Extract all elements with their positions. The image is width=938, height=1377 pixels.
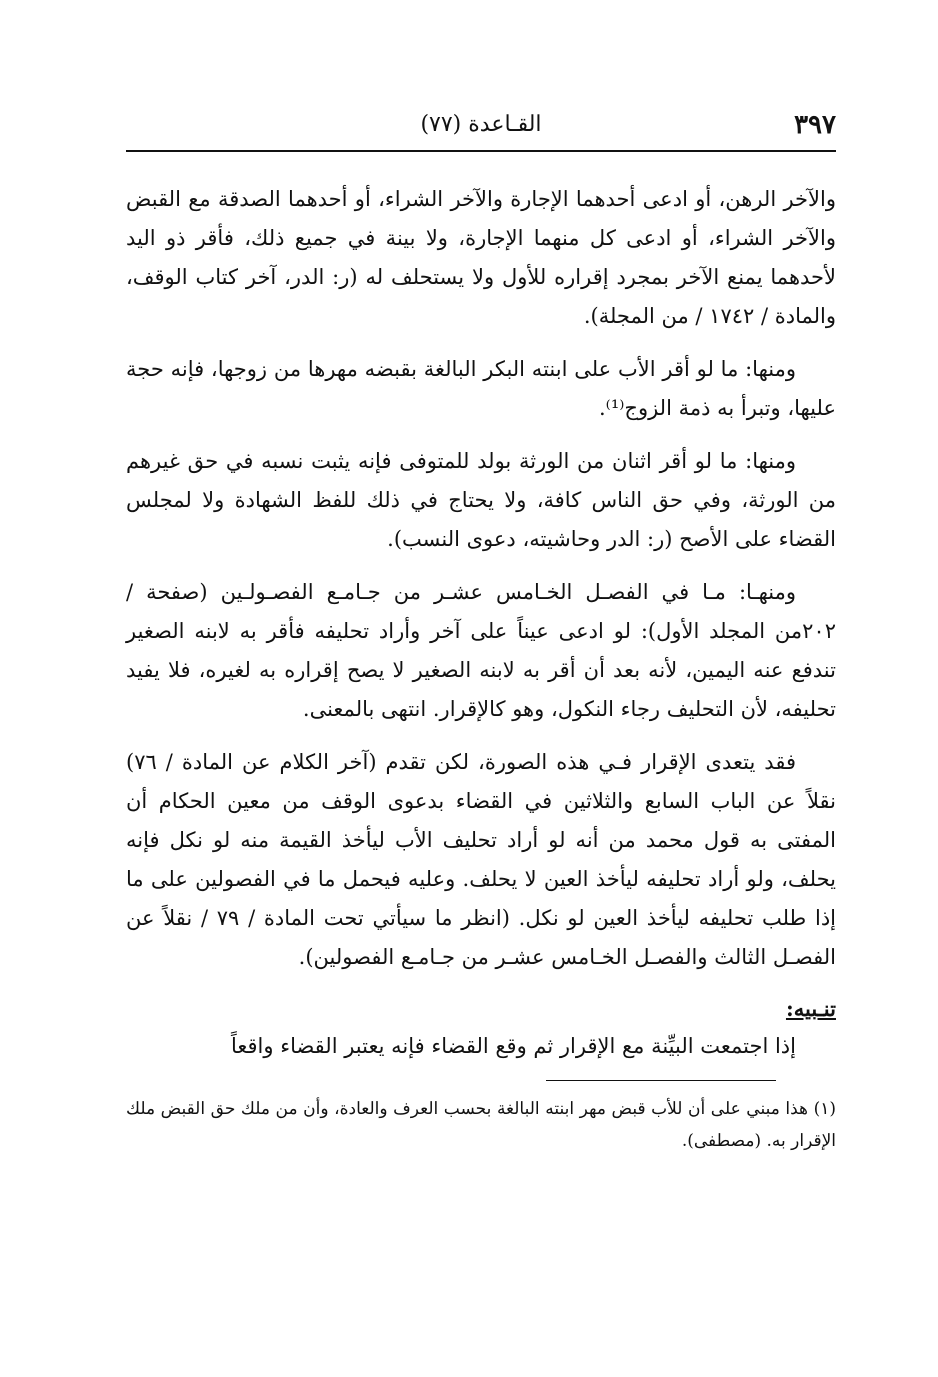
paragraph: ومنها: ما لو أقر الأب على ابنته البكر البالغة بقبضه مهرها من زوجها، فإنه حجة عليها، وتبرأ به ذمة الزوج⁽¹⁾. xyxy=(126,357,836,420)
paragraph: فقد يتعدى الإقرار فـي هذه الصورة، لكن تقدم (آخر الكلام عن المادة / ٧٦) نقلاً عن الباب السابع والثلاثين في القضاء بدعوى الوقف من معين الحكام أن المفتى به قول محمد من أنه لو أراد تحليف الأب ليأخذ القيمة منه لو نكل فإنه يحلف، ولو أراد تحليفه ليأخذ العين لا يحلف. وعليه فيحمل ما في الفصولين على ما إذا طلب تحليفه ليأخذ العين لو نكل. (انظر ما سيأتي تحت المادة / ٧٩ / نقلاً عن الفصـل الثالث والفصـل الخـامس عشـر من جـامـع الفصولين). xyxy=(126,750,837,969)
footnote: (١) هذا مبني على أن للأب قبض مهر ابنته البالغة بحسب العرف والعادة، وأن من ملك حق القبض ملك الإقرار به. (مصطفى). xyxy=(126,1099,836,1151)
note-heading: تنـبيه: xyxy=(785,996,836,1021)
note-text: إذا اجتمعت البيِّنة مع الإقرار ثم وقع القضاء فإنه يعتبر القضاء واقعاً xyxy=(230,1034,796,1058)
paragraph: ومنهـا: مـا في الفصـل الخـامس عشـر من جـامـع الفصـولـين (صفحة / ٢٠٢من المجلد الأول): لو ادعى عيناً على آخر وأراد تحليفه فأقر به لابنه الصغير تندفع عنه اليمين، لأنه بعد أن أقر به لابنه الصغير لا يصح إقراره به لغيره، فلا يفيد تحليفه، لأن التحليف رجاء النكول، وهو كالإقرار. انتهى بالمعنى. xyxy=(126,580,836,721)
footnote-divider xyxy=(546,1080,776,1081)
main-text xyxy=(126,180,836,977)
book-page xyxy=(126,100,836,1157)
page-header xyxy=(126,100,836,152)
running-title: القـاعدة (٧٧) xyxy=(420,112,542,137)
paragraph: والآخر الرهن، أو ادعى أحدهما الإجارة والآخر الشراء، أو أحدهما الصدقة مع القبض والآخر الشراء، أو ادعى كل منهما الإجارة، ولا بينة في جميع ذلك، فأقر ذو اليد لأحدهما يمنع الآخر بمجرد إقراره للأول ولا يستحلف له (ر: الدر، آخر كتاب الوقف، والمادة / ١٧٤٢ / من المجلة). xyxy=(126,187,836,328)
paragraph: ومنها: ما لو أقر اثنان من الورثة بولد للمتوفى فإنه يثبت نسبه في حق غيرهم من الورثة، وفي حق الناس كافة، ولا يحتاج في ذلك للفظ الشهادة ولا لمجلس القضاء على الأصح (ر: الدر وحاشيته، دعوى النسب). xyxy=(126,449,836,551)
page-number: ٣٩٧ xyxy=(794,110,836,140)
